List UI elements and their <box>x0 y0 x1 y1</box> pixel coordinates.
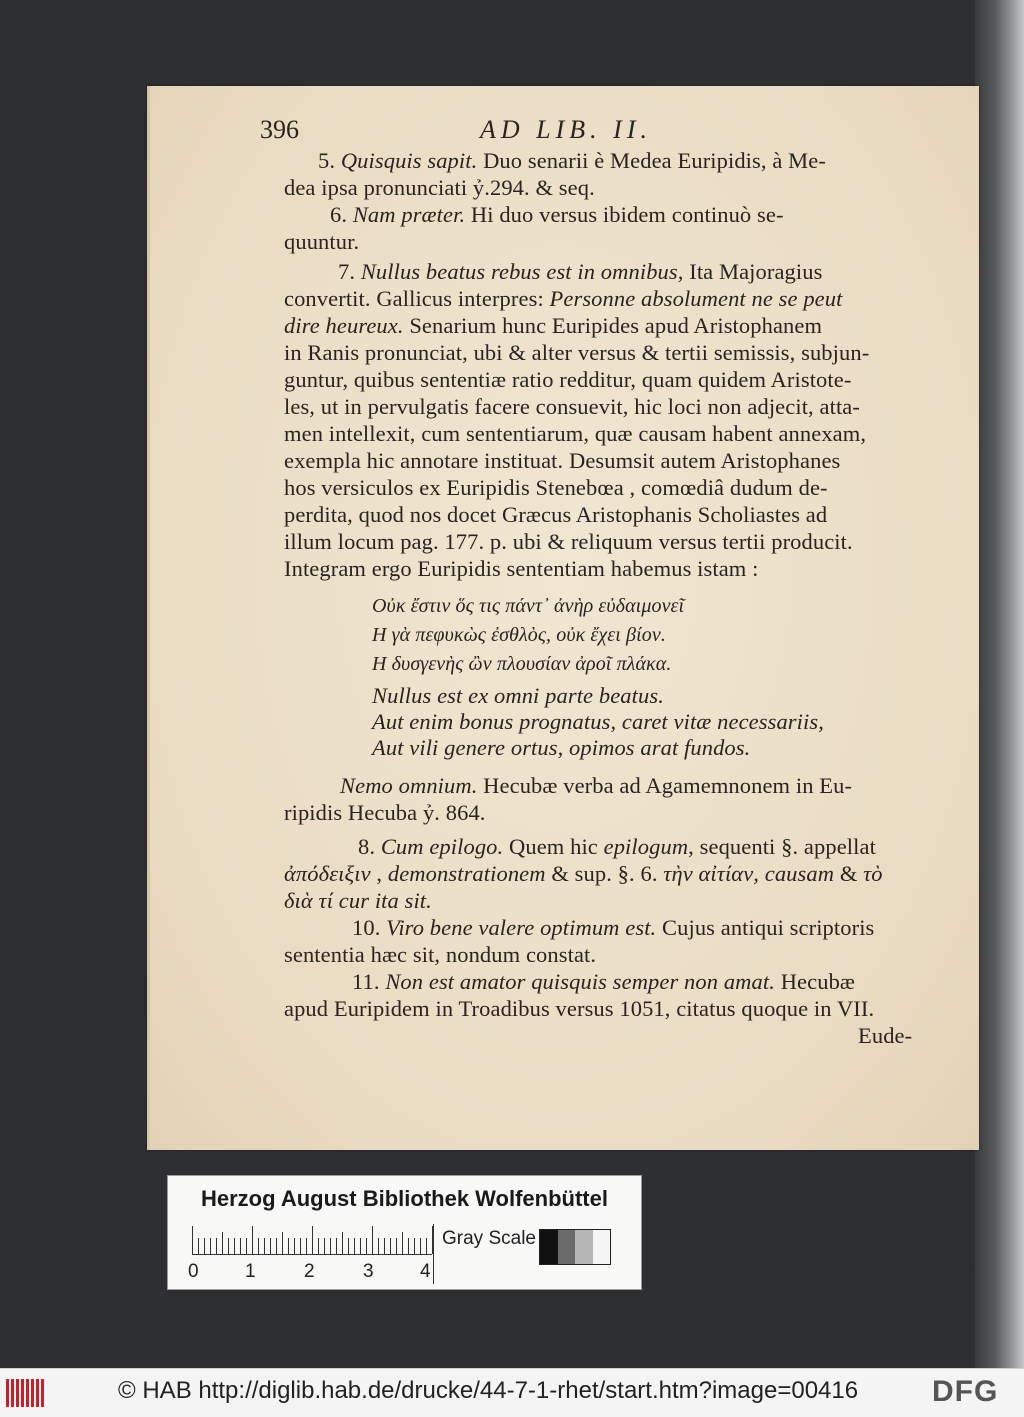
italic-text: Quisquis sapit. <box>340 148 478 173</box>
italic-text: dire heureux. <box>284 313 404 338</box>
roman-text: 10. <box>352 915 387 940</box>
text-line <box>284 996 874 1022</box>
roman-text: quuntur. <box>284 229 360 254</box>
ruler-tick <box>204 1238 205 1254</box>
roman-text: hos versiculos ex Euripidis Stenebœa , comœdiâ dudum de- <box>284 475 828 500</box>
text-line <box>284 556 758 582</box>
roman-text: 8. <box>358 834 381 859</box>
ruler-tick <box>252 1226 253 1254</box>
text-line <box>284 340 869 366</box>
italic-text: Nemo omnium. <box>340 773 478 798</box>
text-line <box>284 448 840 474</box>
divider <box>433 1224 434 1284</box>
roman-text: Quem hic <box>503 834 604 859</box>
roman-text: , sequenti §. appellat <box>688 834 876 859</box>
text-line <box>372 709 824 735</box>
roman-text: Hecubæ verba ad Agamemnonem in Eu- <box>477 773 853 798</box>
text-line <box>352 915 874 941</box>
text-line <box>372 735 750 761</box>
roman-text: & <box>834 861 864 886</box>
ruler-tick <box>288 1238 289 1254</box>
ruler-tick <box>306 1238 307 1254</box>
ruler-tick <box>354 1238 355 1254</box>
gray-swatch <box>593 1230 611 1264</box>
text-line <box>284 861 883 887</box>
italic-text: Nullus est ex omni parte beatus. <box>372 683 664 708</box>
gray-swatch <box>558 1230 576 1264</box>
ruler-tick <box>222 1232 223 1254</box>
roman-text: 6. <box>330 202 353 227</box>
italic-text: cur ita sit. <box>338 888 432 913</box>
gray-scale-label: Gray Scale <box>442 1228 536 1249</box>
italic-text: Nam præter. <box>352 202 466 227</box>
ruler-tick <box>234 1238 235 1254</box>
text-line <box>284 475 828 501</box>
text-line <box>338 259 822 285</box>
ruler-tick <box>258 1238 259 1254</box>
text-line <box>284 313 822 339</box>
italic-text: τὸ <box>863 861 883 886</box>
ruler-tick <box>390 1238 391 1254</box>
text-line <box>340 773 852 799</box>
roman-text: Cujus antiqui scriptoris <box>656 915 875 940</box>
roman-text: Duo senarii è Medea Euripidis, à Me- <box>477 148 826 173</box>
ruler-tick <box>396 1238 397 1254</box>
italic-text: Non est amator quisquis semper non amat. <box>385 969 775 994</box>
text-line <box>284 421 866 447</box>
roman-text: Η γὰ πεφυκὼς ἐσθλὸς, οὐκ ἔχει βίον. <box>372 624 666 646</box>
roman-text: Eude- <box>858 1023 913 1048</box>
ruler-tick <box>294 1238 295 1254</box>
ruler-tick <box>216 1238 217 1254</box>
ruler-tick <box>336 1238 337 1254</box>
italic-text: Aut vili genere ortus, opimos arat fundos. <box>372 735 751 760</box>
ruler-tick <box>402 1232 403 1254</box>
library-color-scale-label <box>167 1175 642 1290</box>
italic-text: Nullus beatus rebus est in omnibus, <box>360 259 684 284</box>
text-line <box>284 229 359 255</box>
roman-text: Η δυσγενὴς ὢν πλουσίαν ἀροῖ πλάκα. <box>372 653 672 675</box>
italic-text: demonstrationem <box>387 861 546 886</box>
ruler-tick <box>324 1238 325 1254</box>
ruler-tick <box>408 1238 409 1254</box>
page-header <box>260 115 940 151</box>
ruler-tick <box>384 1238 385 1254</box>
gray-swatch <box>575 1230 593 1264</box>
italic-text: epilogum <box>603 834 689 859</box>
greek-verse-line <box>372 624 666 647</box>
ruler-tick <box>228 1238 229 1254</box>
ruler-tick <box>282 1232 283 1254</box>
copyright-url[interactable]: © HAB http://diglib.hab.de/drucke/44-7-1-rhet/start.htm?image=00416 <box>118 1377 859 1404</box>
roman-text: ripidis Hecuba ỷ. 864. <box>284 800 486 825</box>
gray-scale-swatches <box>539 1229 611 1265</box>
italic-text: Personne absolument ne se peut <box>549 286 843 311</box>
ruler-tick <box>210 1238 211 1254</box>
ruler-tick <box>192 1226 193 1254</box>
italic-text: Viro bene valere optimum est. <box>386 915 657 940</box>
ruler-tick <box>348 1238 349 1254</box>
ruler-tick <box>270 1238 271 1254</box>
viewer-footer <box>0 1368 1024 1417</box>
text-line <box>284 286 842 312</box>
page-number: 396 <box>260 115 299 144</box>
text-line <box>372 683 664 709</box>
ruler-tick <box>420 1238 421 1254</box>
roman-text: 11. <box>352 969 386 994</box>
running-head: AD LIB. II. <box>480 115 652 144</box>
text-line <box>858 1023 912 1049</box>
roman-text: apud Euripidem in Troadibus versus 1051, citatus quoque in VII. <box>284 996 875 1021</box>
ruler-tick <box>240 1238 241 1254</box>
text-line <box>284 529 853 555</box>
greek-verse-line <box>372 595 684 618</box>
ruler-tick <box>414 1238 415 1254</box>
hab-logo-icon <box>6 1379 46 1407</box>
roman-text: Ita Majoragius <box>683 259 823 284</box>
ruler-number: 4 <box>420 1261 431 1282</box>
roman-text: guntur, quibus sententiæ ratio redditur, quam quidem Aristote- <box>284 367 852 392</box>
ruler-tick <box>330 1238 331 1254</box>
roman-text: in Ranis pronunciat, ubi & alter versus & tertii semissis, subjun- <box>284 340 870 365</box>
ruler-tick <box>360 1238 361 1254</box>
dfg-logo: DFG <box>932 1375 999 1408</box>
roman-text: illum locum pag. 177. p. ubi & reliquum versus tertii producit. <box>284 529 853 554</box>
ruler-tick <box>378 1238 379 1254</box>
ruler-tick <box>318 1238 319 1254</box>
ruler-tick <box>372 1226 373 1254</box>
ruler-tick <box>300 1238 301 1254</box>
italic-text: διὰ τί <box>284 888 334 913</box>
ruler-number: 3 <box>363 1261 374 1282</box>
book-edge <box>975 0 1024 1368</box>
ruler-tick <box>366 1238 367 1254</box>
italic-text: τὴν αἰτίαν, <box>663 861 760 886</box>
roman-text: Integram ergo Euripidis sententiam habemus istam : <box>284 556 759 581</box>
italic-text: causam <box>764 861 835 886</box>
roman-text: Hi duo versus ibidem continuò se- <box>465 202 784 227</box>
roman-text: Οὐκ ἔστιν ὅς τις πάντ᾽ ἀνὴρ εὐδαιμονεῖ <box>372 595 685 617</box>
italic-text: ἀπόδειξιν <box>284 861 371 886</box>
roman-text: convertit. Gallicus interpres: <box>284 286 550 311</box>
roman-text: perdita, quod nos docet Græcus Aristophanis Scholiastes ad <box>284 502 828 527</box>
roman-text: & sup. §. 6. <box>545 861 664 886</box>
roman-text: 7. <box>338 259 361 284</box>
italic-text: Cum epilogo. <box>380 834 504 859</box>
roman-text: Senarium hunc Euripides apud Aristophanem <box>403 313 823 338</box>
text-line <box>352 969 855 995</box>
roman-text: men intellexit, cum sententiarum, quæ causam habent annexam, <box>284 421 867 446</box>
text-line <box>284 800 486 826</box>
text-line <box>284 394 860 420</box>
text-line <box>358 834 876 860</box>
text-line <box>284 175 595 201</box>
ruler-tick <box>312 1226 313 1254</box>
text-line <box>284 942 596 968</box>
ruler-tick <box>276 1238 277 1254</box>
ruler-number: 1 <box>245 1261 256 1282</box>
italic-text: Aut enim bonus prognatus, caret vitæ necessariis, <box>372 709 824 734</box>
ruler <box>192 1226 432 1255</box>
roman-text: 5. <box>318 148 341 173</box>
roman-text: les, ut in pervulgatis facere consuevit, hic loci non adjecit, atta- <box>284 394 860 419</box>
gray-swatch <box>540 1230 558 1264</box>
roman-text: dea ipsa pronunciati ỷ.294. & seq. <box>284 175 595 200</box>
roman-text: sententia hæc sit, nondum constat. <box>284 942 597 967</box>
ruler-number: 0 <box>188 1261 199 1282</box>
text-line <box>330 202 784 228</box>
library-name: Herzog August Bibliothek Wolfenbüttel <box>201 1186 608 1211</box>
roman-text: , <box>370 861 388 886</box>
roman-text: exempla hic annotare instituat. Desumsit autem Aristophanes <box>284 448 841 473</box>
text-line <box>284 367 851 393</box>
ruler-tick <box>198 1238 199 1254</box>
text-line <box>318 148 826 174</box>
ruler-tick <box>342 1232 343 1254</box>
roman-text: Hecubæ <box>774 969 856 994</box>
ruler-number: 2 <box>304 1261 315 1282</box>
text-line <box>284 888 432 914</box>
greek-verse-line <box>372 653 671 676</box>
ruler-tick <box>246 1238 247 1254</box>
ruler-tick <box>426 1238 427 1254</box>
text-line <box>284 502 827 528</box>
ruler-tick <box>264 1238 265 1254</box>
